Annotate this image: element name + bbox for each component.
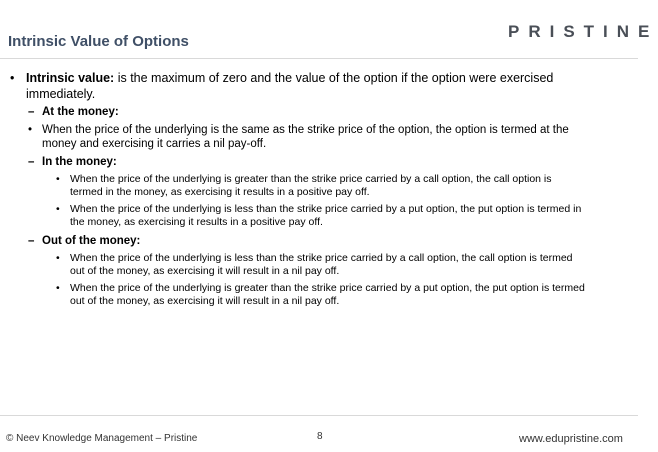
in-the-money-bullet-2: • When the price of the underlying is less than the strike price carried by a put option, the put option is termed in xyxy=(56,203,582,215)
at-the-money-heading: – At the money: xyxy=(28,106,119,118)
bullet-dot: • xyxy=(56,252,60,264)
pristine-logo: PRISTINE xyxy=(508,22,658,41)
at-the-money-bullet: • When the price of the underlying is the same as the strike price of the option, the option is termed at the xyxy=(28,124,569,136)
footer-website-link[interactable]: www.edupristine.com xyxy=(519,433,623,445)
footer-copyright: © Neev Knowledge Management – Pristine xyxy=(6,433,198,444)
bullet-dot: • xyxy=(56,203,60,215)
intro-bullet xyxy=(10,70,616,86)
in-the-money-bullet-1-cont: termed in the money, as exercising it results in a positive pay off. xyxy=(70,186,370,198)
in-the-money-heading: – In the money: xyxy=(28,156,117,168)
slide-title: Intrinsic Value of Options xyxy=(8,33,189,50)
at-the-money-bullet-cont: money and exercising it carries a nil pay-off. xyxy=(42,138,267,150)
page-number: 8 xyxy=(317,431,323,442)
out-of-the-money-bullet-1-cont: out of the money, as exercising it will result in a nil pay off. xyxy=(70,265,340,277)
out-of-the-money-bullet-2: • When the price of the underlying is greater than the strike price carried by a put option, the put option is termed xyxy=(56,282,585,294)
bullet-dot: • xyxy=(28,124,33,136)
bullet-dot: • xyxy=(56,173,60,185)
intro-text: is the maximum of zero and the value of the option if the option were exercised xyxy=(114,71,554,85)
slide-header xyxy=(0,0,658,59)
out-of-the-money-heading: – Out of the money: xyxy=(28,235,141,247)
out-of-the-money-bullet-1: • When the price of the underlying is less than the strike price carried by a call option, the call option is termed xyxy=(56,252,573,264)
dash-marker: – xyxy=(28,156,35,168)
intro-text-cont: immediately. xyxy=(26,87,96,101)
bullet-dot: • xyxy=(10,71,15,85)
intro-label: Intrinsic value: xyxy=(26,71,115,85)
in-the-money-bullet-1: • When the price of the underlying is greater than the strike price carried by a call option, the call option is xyxy=(56,173,552,185)
dash-marker: – xyxy=(28,235,35,247)
in-the-money-bullet-2-cont: the money, as exercising it results in a positive pay off. xyxy=(70,216,323,228)
out-of-the-money-bullet-2-cont: out of the money, as exercising it will result in a nil pay off. xyxy=(70,295,340,307)
footer-divider xyxy=(0,415,638,416)
bullet-dot: • xyxy=(56,282,60,294)
dash-marker: – xyxy=(28,106,35,118)
